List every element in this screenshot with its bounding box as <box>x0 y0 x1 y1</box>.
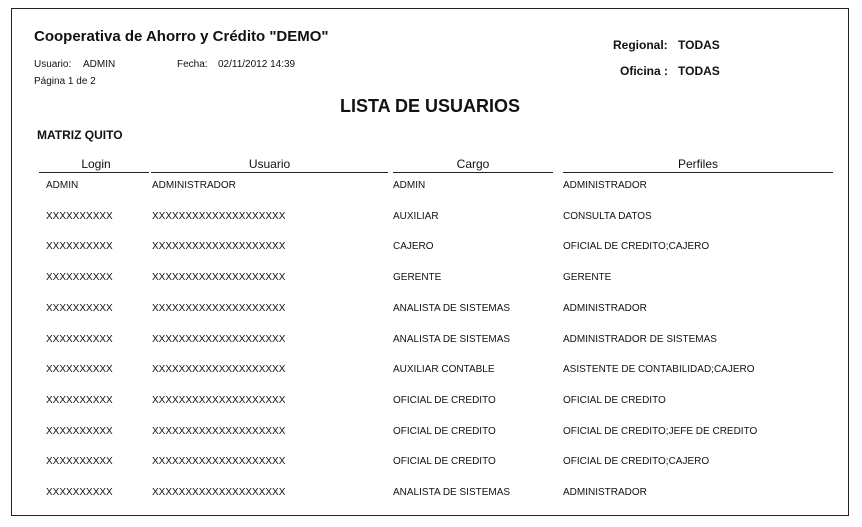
regional-label: Regional: <box>613 38 668 52</box>
cell-perfiles: ADMINISTRADOR <box>563 487 647 498</box>
cell-cargo: ADMIN <box>393 180 426 191</box>
cell-login: XXXXXXXXXX <box>46 272 113 283</box>
cell-cargo: OFICIAL DE CREDITO <box>393 456 496 467</box>
cell-perfiles: OFICIAL DE CREDITO;CAJERO <box>563 456 710 467</box>
cell-cargo: AUXILIAR CONTABLE <box>393 364 495 375</box>
page-number: Página 1 de 2 <box>34 76 96 87</box>
date-value: 02/11/2012 14:39 <box>218 59 296 70</box>
cell-login: XXXXXXXXXX <box>46 303 113 314</box>
cell-cargo: AUXILIAR <box>393 211 439 222</box>
header-perfiles: Perfiles <box>677 157 718 171</box>
cell-perfiles: ADMINISTRADOR <box>563 303 647 314</box>
cell-usuario: XXXXXXXXXXXXXXXXXXXX <box>152 241 286 252</box>
cell-cargo: OFICIAL DE CREDITO <box>393 426 496 437</box>
cell-usuario: XXXXXXXXXXXXXXXXXXXX <box>152 334 286 345</box>
user-label: Usuario: <box>34 59 72 70</box>
cell-cargo: GERENTE <box>393 272 442 283</box>
header-login: Login <box>81 157 111 171</box>
user-value: ADMIN <box>83 59 116 70</box>
cell-cargo: CAJERO <box>393 241 434 252</box>
cell-usuario: XXXXXXXXXXXXXXXXXXXX <box>152 364 286 375</box>
cell-cargo: ANALISTA DE SISTEMAS <box>393 487 511 498</box>
oficina-value: TODAS <box>678 64 720 78</box>
cell-login: ADMIN <box>46 180 79 191</box>
header-usuario: Usuario <box>248 157 291 171</box>
cell-usuario: XXXXXXXXXXXXXXXXXXXX <box>152 272 286 283</box>
cell-usuario: XXXXXXXXXXXXXXXXXXXX <box>152 211 286 222</box>
report-page <box>11 8 849 516</box>
cell-login: XXXXXXXXXX <box>46 487 113 498</box>
cell-usuario: XXXXXXXXXXXXXXXXXXXX <box>152 395 286 406</box>
cell-perfiles: OFICIAL DE CREDITO <box>563 395 666 406</box>
cell-perfiles: OFICIAL DE CREDITO;CAJERO <box>563 241 710 252</box>
oficina-label: Oficina : <box>620 64 669 78</box>
cell-perfiles: ADMINISTRADOR DE SISTEMAS <box>563 334 717 345</box>
header-rule-perfiles <box>563 172 833 173</box>
cell-usuario: XXXXXXXXXXXXXXXXXXXX <box>152 487 286 498</box>
cell-perfiles: ASISTENTE DE CONTABILIDAD;CAJERO <box>563 364 755 375</box>
cell-perfiles: GERENTE <box>563 272 612 283</box>
company-name: Cooperativa de Ahorro y Crédito "DEMO" <box>34 28 329 45</box>
cell-login: XXXXXXXXXX <box>46 211 113 222</box>
cell-login: XXXXXXXXXX <box>46 241 113 252</box>
cell-cargo: ANALISTA DE SISTEMAS <box>393 334 511 345</box>
header-rule-login <box>39 172 149 173</box>
date-label: Fecha: <box>177 59 208 70</box>
cell-usuario: XXXXXXXXXXXXXXXXXXXX <box>152 426 286 437</box>
cell-cargo: ANALISTA DE SISTEMAS <box>393 303 511 314</box>
cell-login: XXXXXXXXXX <box>46 426 113 437</box>
cell-usuario: XXXXXXXXXXXXXXXXXXXX <box>152 303 286 314</box>
cell-login: XXXXXXXXXX <box>46 456 113 467</box>
header-cargo: Cargo <box>456 157 490 171</box>
cell-usuario: ADMINISTRADOR <box>152 180 236 191</box>
cell-login: XXXXXXXXXX <box>46 364 113 375</box>
header-rule-usuario <box>151 172 388 173</box>
regional-value: TODAS <box>678 38 720 52</box>
cell-login: XXXXXXXXXX <box>46 395 113 406</box>
branch-name: MATRIZ QUITO <box>37 128 123 142</box>
cell-perfiles: OFICIAL DE CREDITO;JEFE DE CREDITO <box>563 426 758 437</box>
cell-cargo: OFICIAL DE CREDITO <box>393 395 496 406</box>
header-rule-cargo <box>393 172 553 173</box>
report-title: LISTA DE USUARIOS <box>339 96 520 116</box>
cell-perfiles: CONSULTA DATOS <box>563 211 652 222</box>
cell-usuario: XXXXXXXXXXXXXXXXXXXX <box>152 456 286 467</box>
cell-login: XXXXXXXXXX <box>46 334 113 345</box>
cell-perfiles: ADMINISTRADOR <box>563 180 647 191</box>
